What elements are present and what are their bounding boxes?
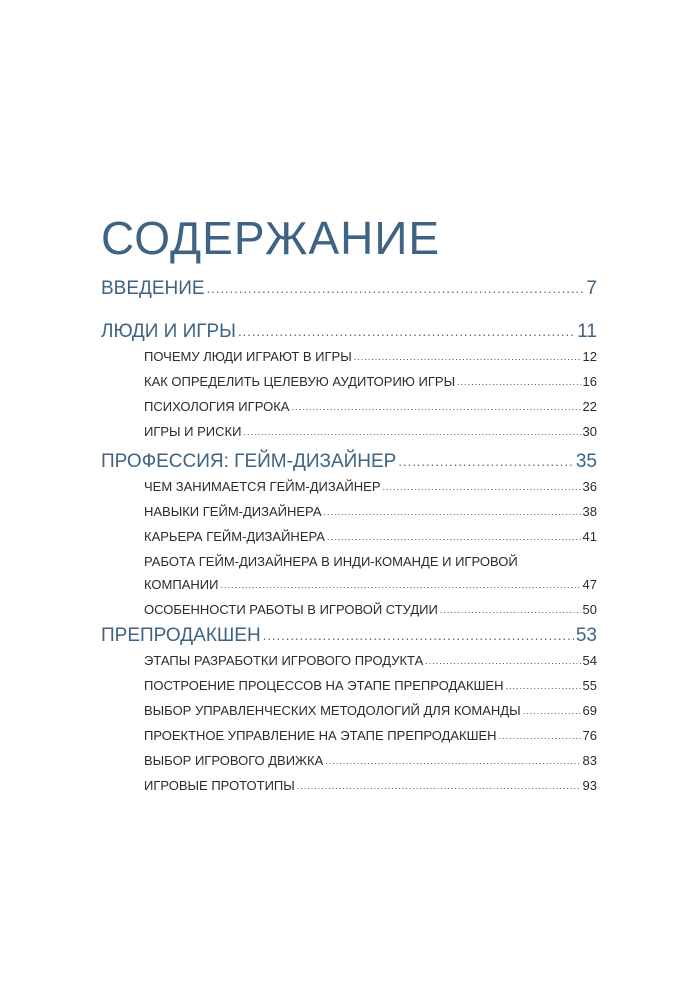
toc-subentry[interactable] [144,475,597,500]
toc-subentry[interactable] [144,395,597,420]
toc-chapter-title: ЛЮДИ И ИГРЫ [101,321,237,342]
toc-subentry[interactable] [144,420,597,445]
toc-subentry-page: 50 [582,602,597,617]
toc-subentry-title: ПОЧЕМУ ЛЮДИ ИГРАЮТ В ИГРЫ [144,349,352,364]
toc-subentry-title: НАВЫКИ ГЕЙМ-ДИЗАЙНЕРА [144,504,322,519]
dot-leader [220,574,580,597]
toc-subentry-page: 30 [582,424,597,439]
toc-subentry[interactable] [144,345,597,370]
dot-leader [506,675,581,698]
toc-subentry-title: ПСИХОЛОГИЯ ИГРОКА [144,399,290,414]
toc-chapter-title: ПРЕПРОДАКШЕН [101,625,261,646]
toc-subentry-page: 93 [582,778,597,793]
dot-leader [354,346,581,369]
toc-subentry[interactable] [144,724,597,749]
toc-subentry-title: ПРОЕКТНОЕ УПРАВЛЕНИЕ НА ЭТАПЕ ПРЕПРОДАКШЕН [144,728,497,743]
dot-leader [207,277,585,301]
dot-leader [291,396,580,419]
toc-subentry-page: 54 [582,653,597,668]
dot-leader [499,725,581,748]
toc-subentry-page: 41 [582,529,597,544]
dot-leader [324,501,581,524]
toc-subentry-page: 55 [582,678,597,693]
toc-section-introduction [101,277,597,302]
toc-subentry-page: 83 [582,753,597,768]
toc-subentry[interactable] [144,749,597,774]
toc-subentry-title: ОСОБЕННОСТИ РАБОТЫ В ИГРОВОЙ СТУДИИ [144,602,438,617]
toc-chapter-title: ВВЕДЕНИЕ [101,278,205,299]
toc-subentry[interactable] [144,674,597,699]
dot-leader [440,599,581,622]
toc-subentry-title: КАК ОПРЕДЕЛИТЬ ЦЕЛЕВУЮ АУДИТОРИЮ ИГРЫ [144,374,456,389]
dot-leader [457,371,580,394]
toc-subentry-page: 16 [582,374,597,389]
toc-subentry[interactable] [144,525,597,550]
toc-section-preproduction [101,624,597,799]
toc-subentry-page: 47 [582,577,597,592]
toc-section-profession [101,450,597,623]
toc-chapter-entry[interactable] [101,320,597,345]
toc-subentry-page: 12 [582,349,597,364]
toc-subentry-page: 69 [582,703,597,718]
dot-leader [327,526,581,549]
toc-subentry-title: ВЫБОР ИГРОВОГО ДВИЖКА [144,753,324,768]
toc-subentry-title: КОМПАНИИ [144,577,219,592]
toc-subentry-page: 38 [582,504,597,519]
toc-subentry-title: ЭТАПЫ РАЗРАБОТКИ ИГРОВОГО ПРОДУКТА [144,653,424,668]
toc-subentry-title-line1: РАБОТА ГЕЙМ-ДИЗАЙНЕРА В ИНДИ-КОМАНДЕ И ИГРОВОЙ [144,554,518,569]
toc-subentry[interactable] [144,370,597,395]
dot-leader [398,450,574,474]
toc-chapter-page: 11 [577,321,597,342]
toc-subentry-title: ПОСТРОЕНИЕ ПРОЦЕССОВ НА ЭТАПЕ ПРЕПРОДАКШЕН [144,678,504,693]
toc-chapter-page: 53 [575,625,597,646]
toc-subentry [144,573,597,598]
toc-subentry-page: 22 [582,399,597,414]
toc-chapter-page: 7 [586,278,597,299]
dot-leader [325,750,580,773]
toc-chapter-entry[interactable] [101,450,597,475]
dot-leader [523,700,581,723]
toc-subentry-multiline[interactable] [101,550,597,598]
toc-section-people-and-games [101,320,597,445]
dot-leader [263,624,574,648]
toc-subentry-title: ЧЕМ ЗАНИМАЕТСЯ ГЕЙМ-ДИЗАЙНЕР [144,479,381,494]
toc-chapter-entry[interactable] [101,624,597,649]
toc-subentry-title: ИГРОВЫЕ ПРОТОТИПЫ [144,778,295,793]
page-title: СОДЕРЖАНИЕ [101,212,441,264]
toc-subentry[interactable] [144,699,597,724]
toc-subentry[interactable] [144,774,597,799]
toc-subentry-title: ВЫБОР УПРАВЛЕНЧЕСКИХ МЕТОДОЛОГИЙ ДЛЯ КОМАНДЫ [144,703,521,718]
toc-subentry[interactable] [144,500,597,525]
dot-leader [238,320,575,344]
toc-subentry[interactable] [144,598,597,623]
dot-leader [243,421,580,444]
toc-chapter-entry[interactable] [101,277,597,302]
dot-leader [425,650,580,673]
toc-subentry-title: ИГРЫ И РИСКИ [144,424,242,439]
toc-subentry-page: 36 [582,479,597,494]
toc-subentry-title: КАРЬЕРА ГЕЙМ-ДИЗАЙНЕРА [144,529,325,544]
dot-leader [383,476,581,499]
toc-chapter-page: 35 [575,451,597,472]
dot-leader [297,775,581,798]
toc-chapter-title: ПРОФЕССИЯ: ГЕЙМ-ДИЗАЙНЕР [101,451,397,472]
toc-subentry[interactable] [144,649,597,674]
toc-subentry-page: 76 [582,728,597,743]
